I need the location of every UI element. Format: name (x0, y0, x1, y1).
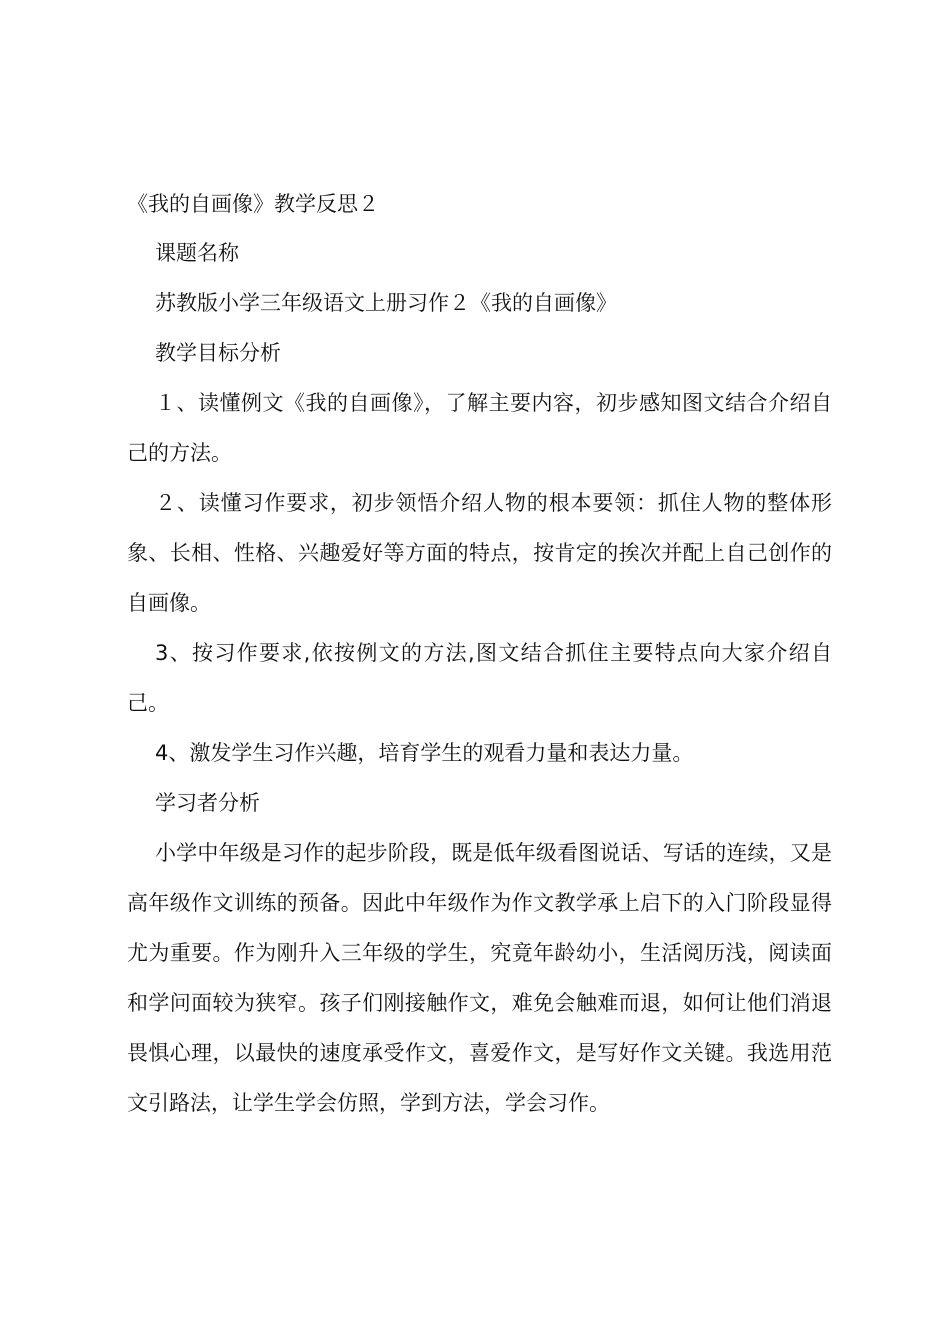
heading-learners: 学习者分析 (155, 791, 260, 815)
goal-item-2: ２、读懂习作要求，初步领悟介绍人物的根本要领：抓住人物的整体形象、长相、性格、兴趣爱好等方面的特点，按肯定的挨次并配上自己创作的自画像。 (127, 491, 832, 615)
course-name: 苏教版小学三年级语文上册习作２《我的自画像》 (155, 291, 617, 315)
learners-paragraph: 小学中年级是习作的起步阶段，既是低年级看图说话、写话的连续，又是高年级作文训练的预备。因此中年级作为作文教学承上启下的入门阶段显得尤为重要。作为刚升入三年级的学生，究竟年龄幼小，生活阅历浅，阅读面和学问面较为狭窄。孩子们刚接触作文，难免会触难而退，如何让他们消退畏惧心理，以最快的速度承受作文，喜爱作文，是写好作文关键。我选用范文引路法，让学生学会仿照，学到方法，学会习作。 (127, 841, 832, 1115)
document-page (127, 186, 832, 1128)
document-title: 《我的自画像》教学反思２ (127, 192, 379, 216)
goal-item-3: 3、按习作要求,依按例文的方法,图文结合抓住主要特点向大家介绍自己。 (127, 641, 832, 715)
goal-item-4: 4、激发学生习作兴趣，培育学生的观看力量和表达力量。 (155, 741, 694, 765)
goal-item-1: １、读懂例文《我的自画像》，了解主要内容，初步感知图文结合介绍自己的方法。 (127, 391, 832, 465)
heading-goals: 教学目标分析 (155, 341, 281, 365)
heading-course: 课题名称 (155, 241, 239, 265)
